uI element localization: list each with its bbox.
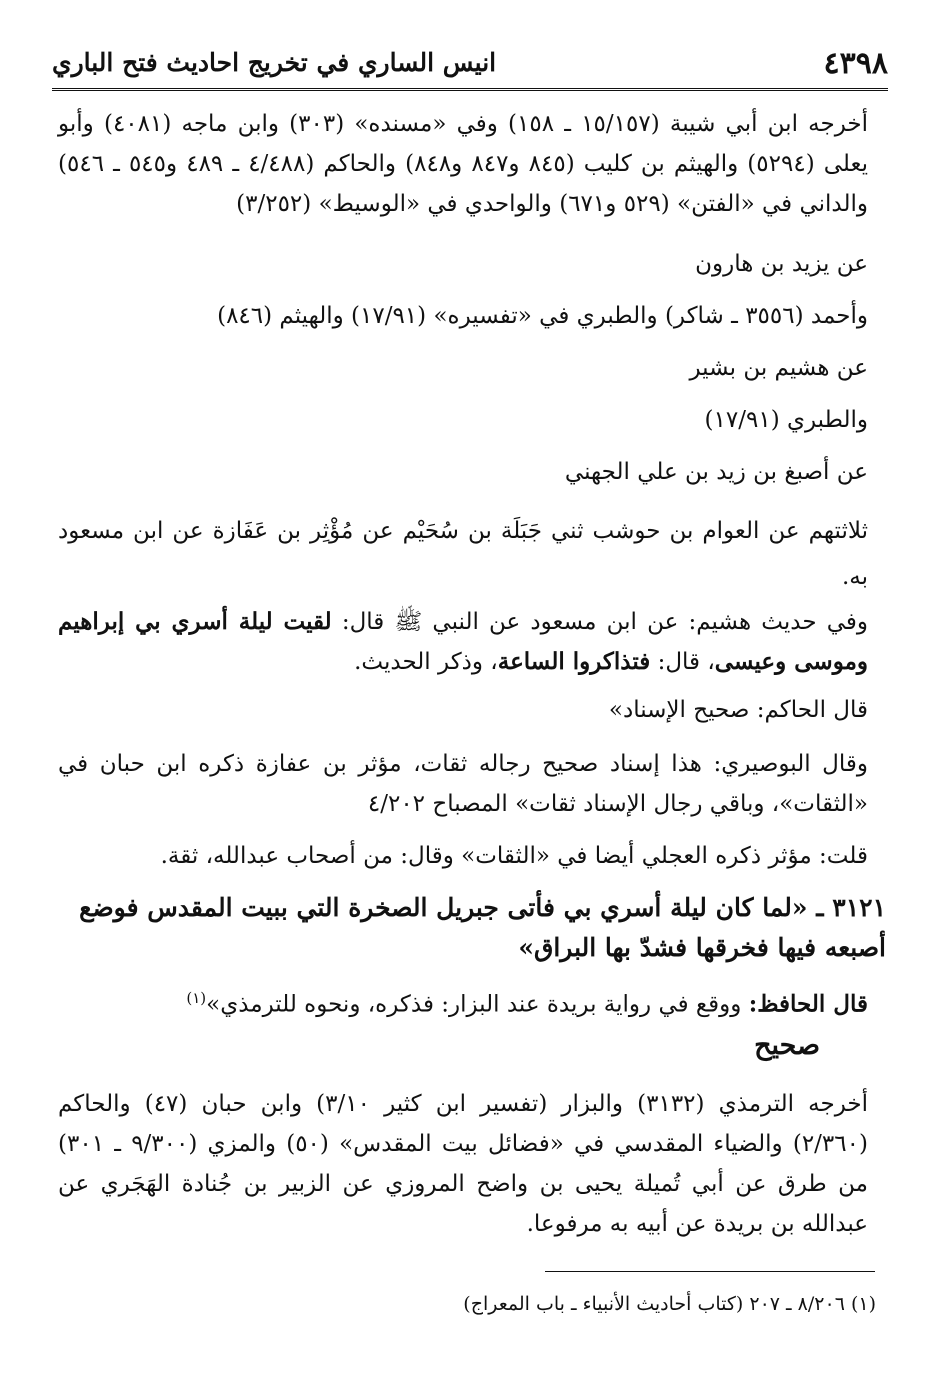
page-number: ٤٣٩٨ xyxy=(823,46,888,81)
narrator-line-1: عن يزيد بن هارون xyxy=(695,251,868,277)
hakim-verdict: قال الحاكم: صحيح الإسناد» xyxy=(608,697,868,723)
hisham-mid: ، قال: xyxy=(650,649,715,675)
page-header xyxy=(52,44,888,88)
hadith-number: ٣١٢١ ـ xyxy=(816,893,886,922)
hafiz-paragraph xyxy=(58,978,868,1025)
hafiz-text: ووقع في رواية بريدة عند البزار: فذكره، ونحوه للترمذي» xyxy=(206,991,749,1018)
book-title: انيس الساري في تخريج احاديث فتح الباري xyxy=(52,48,497,77)
narrator-line-3: عن أصبغ بن زيد بن علي الجهني xyxy=(564,459,868,485)
hadith-text: «لما كان ليلة أسري بي فأتى جبريل الصخرة التي ببيت المقدس فوضع أصبعه فيها فخرقها فشدّ بها البراق» xyxy=(79,893,886,962)
busiri-paragraph: وقال البوصيري: هذا إسناد صحيح رجاله ثقات، مؤثر بن عفازة ذكره ابن حبان في «الثقات»، وباقي رجال الإسناد ثقات» المصباح ٤/٢٠٢ xyxy=(58,751,868,817)
hisham-hadith-paragraph xyxy=(58,602,868,682)
hisham-end: ، وذكر الحديث. xyxy=(354,649,498,675)
takhrij-paragraph-2: وأحمد (٣٥٥٦ ـ شاكر) والطبري في «تفسيره» (١٧/٩١) والهيثم (٨٤٦) xyxy=(217,303,868,329)
footnote: (١) ٨/٢٠٦ ـ ٢٠٧ (كتاب أحاديث الأنبياء ـ باب المعراج) xyxy=(463,1293,876,1315)
hisham-quote-1: لقيت ليلة أسري بي إبراهيم وموسى وعيسى xyxy=(58,608,868,675)
footnote-marker: (١) xyxy=(186,989,207,1007)
takhrij-paragraph-1: أخرجه ابن أبي شيبة (١٥/١٥٧ ـ ١٥٨) وفي «مسنده» (٣٠٣) وابن ماجه (٤٠٨١) وأبو يعلى (٥٢٩٤) والهيثم بن كليب (٨٤٥ و٨٤٧ و٨٤٨) والحاكم (٤/٤٨٨ ـ ٤٨٩ و٥٤٥ ـ ٥٤٦) والداني في «الفتن» (٥٢٩ و٦٧١) والواحدي في «الوسيط» (٣/٢٥٢) xyxy=(58,111,869,217)
grade-heading: صحيح xyxy=(754,1030,820,1061)
hisham-intro: وفي حديث هشيم: عن ابن مسعود عن النبي ﷺ قال: xyxy=(331,609,868,635)
header-rule xyxy=(52,88,888,91)
hafiz-label: قال الحافظ: xyxy=(748,990,868,1018)
hadith-3121 xyxy=(58,888,886,968)
hisham-quote-2: فتذاكروا الساعة xyxy=(497,648,651,675)
takhrij-paragraph-3: والطبري (١٧/٩١) xyxy=(704,407,868,433)
footnote-rule xyxy=(545,1271,875,1272)
chain-paragraph: ثلاثتهم عن العوام بن حوشب ثني جَبَلَة بن سُحَيْم عن مُؤْثِر بن عَفَازة عن ابن مسعود به. xyxy=(58,518,868,590)
takhrij-paragraph-4: أخرجه الترمذي (٣١٣٢) والبزار (تفسير ابن كثير ٣/١٠) وابن حبان (٤٧) والحاكم (٢/٣٦٠) والضياء المقدسي في «فضائل بيت المقدس» (٥٠) والمزي (٩/٣٠٠ ـ ٣٠١) من طرق عن أبي تُميلة يحيى بن واضح المروزي عن الزبير بن جُنادة الهَجَري عن عبدالله بن بريدة عن أبيه به مرفوعا. xyxy=(58,1091,869,1237)
narrator-line-2: عن هشيم بن بشير xyxy=(689,355,868,381)
author-note: قلت: مؤثر ذكره العجلي أيضا في «الثقات» وقال: من أصحاب عبدالله، ثقة. xyxy=(160,843,868,869)
